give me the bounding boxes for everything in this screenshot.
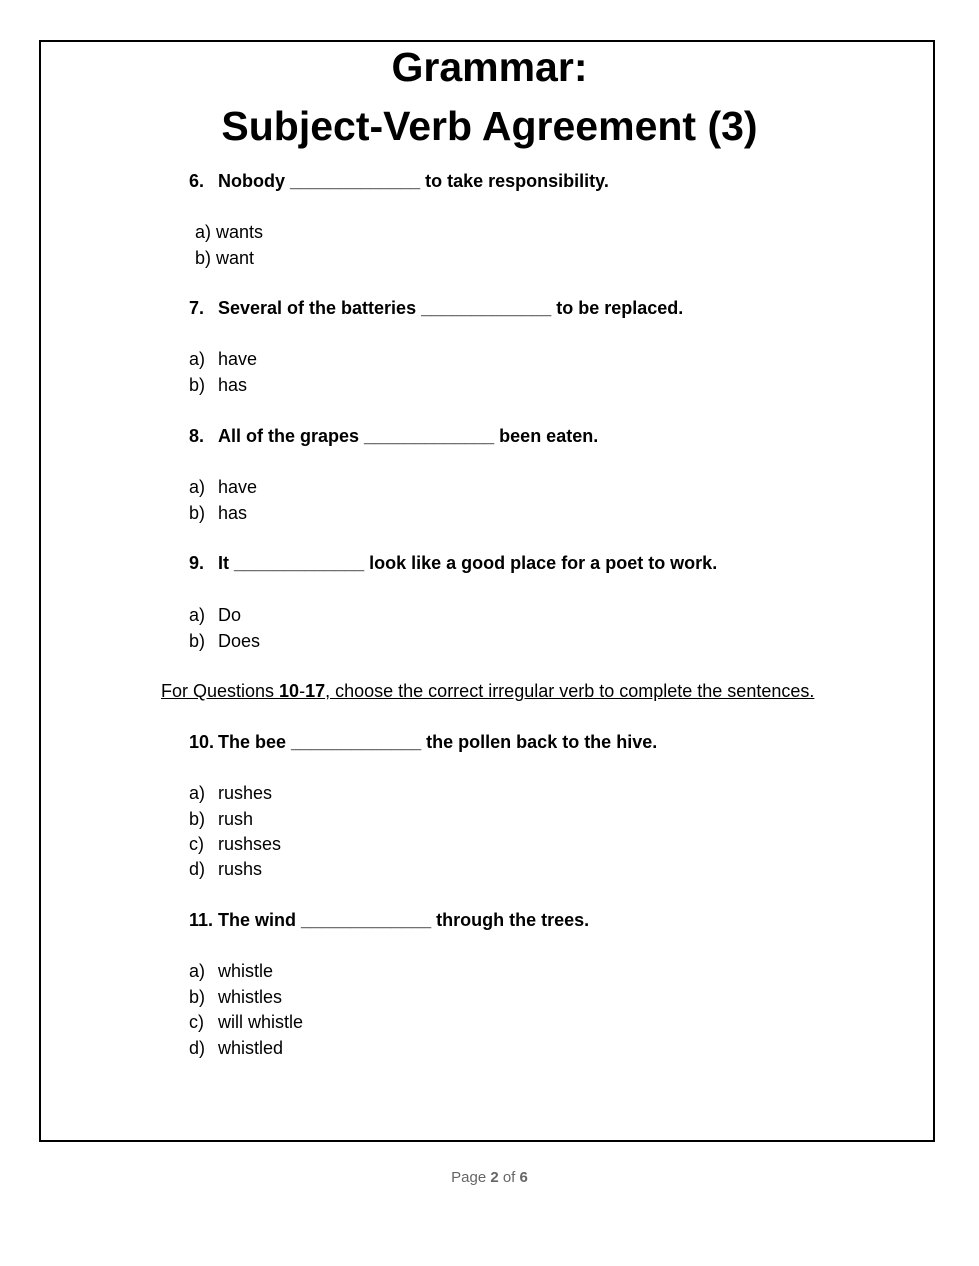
option-9a: a) Do bbox=[189, 605, 242, 625]
answer-blank: _____________ bbox=[234, 553, 365, 573]
answer-blank: _____________ bbox=[291, 732, 422, 752]
option-6b: b) want bbox=[195, 248, 255, 268]
question-10: 10. The bee _____________ the pollen back to the hive. bbox=[189, 732, 658, 752]
question-9: 9. It _____________ look like a good place for a poet to work. bbox=[189, 553, 718, 573]
option-8a: a) have bbox=[189, 477, 258, 497]
page-footer: Page 2 of 6 bbox=[451, 1169, 528, 1186]
answer-blank: _____________ bbox=[364, 426, 495, 446]
question-8: 8. All of the grapes _____________ been eaten. bbox=[189, 426, 599, 446]
answer-blank: _____________ bbox=[290, 171, 421, 191]
page-title-line-1: Grammar: bbox=[391, 44, 588, 90]
option-11a: a) whistle bbox=[189, 961, 274, 981]
page-title-line-2: Subject-Verb Agreement (3) bbox=[221, 103, 758, 149]
question-7: 7. Several of the batteries _____________ to be replaced. bbox=[189, 298, 684, 318]
option-7b: b) has bbox=[189, 375, 248, 395]
option-10c: c) rushses bbox=[189, 834, 282, 854]
option-9b: b) Does bbox=[189, 631, 261, 651]
option-6a: a) wants bbox=[195, 222, 264, 242]
page-border bbox=[39, 40, 935, 1142]
option-10a: a) rushes bbox=[189, 783, 273, 803]
section-instruction: For Questions 10-17, choose the correct irregular verb to complete the sentences. bbox=[161, 681, 815, 701]
option-7a: a) have bbox=[189, 349, 258, 369]
option-11b: b) whistles bbox=[189, 987, 283, 1007]
option-11d: d) whistled bbox=[189, 1038, 284, 1058]
option-8b: b) has bbox=[189, 503, 248, 523]
question-11: 11. The wind _____________ through the trees. bbox=[189, 910, 590, 930]
option-10b: b) rush bbox=[189, 809, 254, 829]
option-11c: c) will whistle bbox=[189, 1012, 304, 1032]
option-10d: d) rushs bbox=[189, 859, 263, 879]
answer-blank: _____________ bbox=[421, 298, 552, 318]
question-6: 6. Nobody _____________ to take responsibility. bbox=[189, 171, 609, 191]
answer-blank: _____________ bbox=[301, 910, 432, 930]
